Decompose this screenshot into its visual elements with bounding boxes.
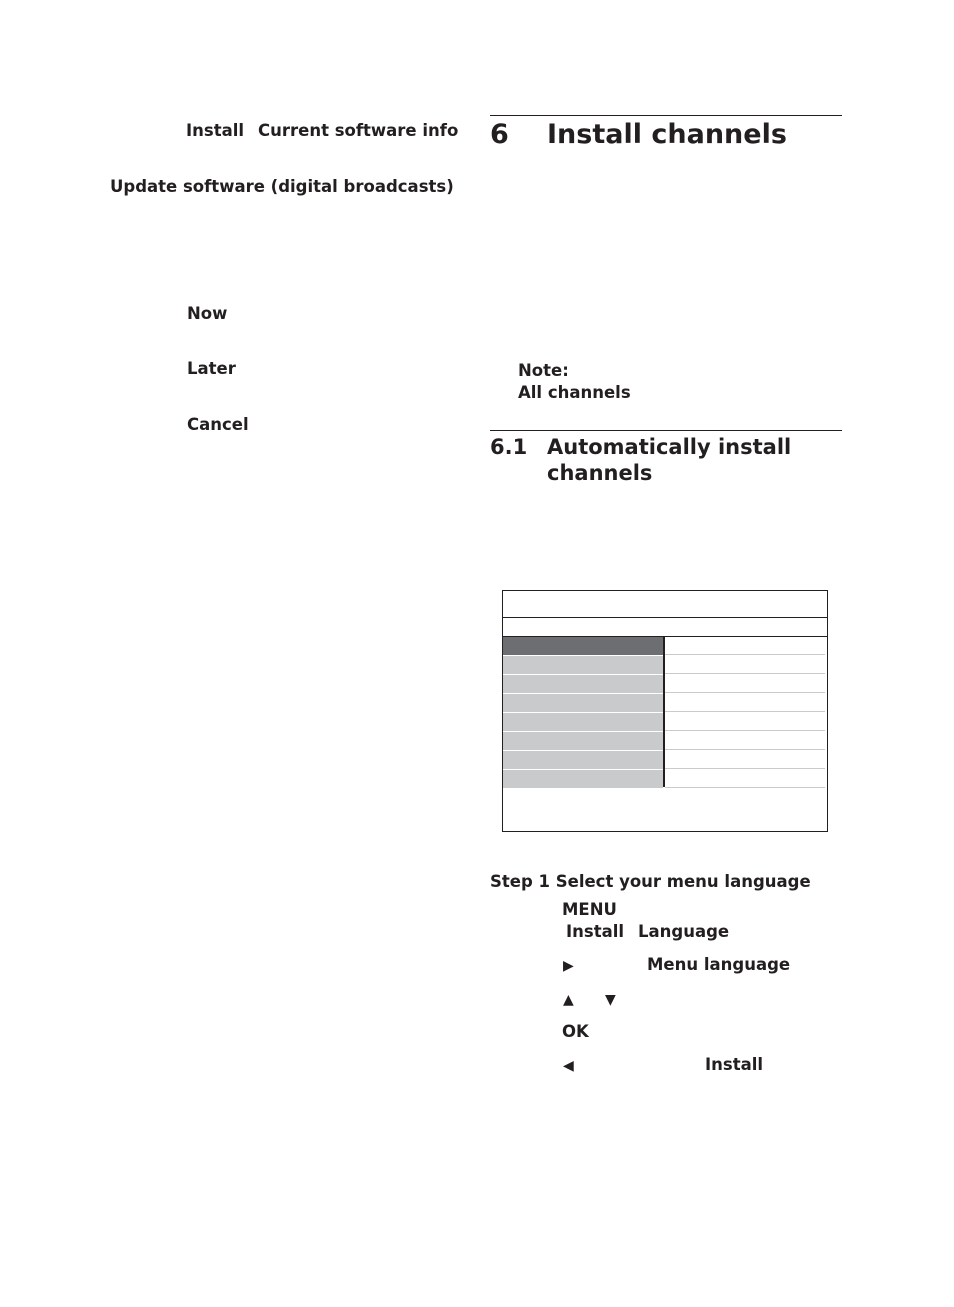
menu-row <box>503 656 827 674</box>
menu-row <box>503 694 827 712</box>
option-cancel: Cancel <box>187 415 249 434</box>
note-label: Note: <box>518 361 569 380</box>
arrow-down-icon: ▼ <box>605 992 616 1008</box>
menu-row-label <box>503 751 663 770</box>
update-software-heading: Update software (digital broadcasts) <box>110 177 454 196</box>
menu-row-label <box>503 656 663 675</box>
menu-title-bar <box>503 617 827 637</box>
path-language: Language <box>638 922 730 941</box>
menu-row-value <box>665 694 825 712</box>
breadcrumb-install: Install <box>186 121 245 140</box>
ok-key: OK <box>562 1022 589 1041</box>
option-now: Now <box>187 304 228 323</box>
chapter-number: 6 <box>490 119 509 150</box>
menu-row <box>503 713 827 731</box>
menu-row-value <box>665 675 825 693</box>
arrow-right-icon: ▶ <box>563 958 574 974</box>
option-later: Later <box>187 359 236 378</box>
step1-heading: Step 1 Select your menu language <box>490 872 811 891</box>
menu-row-value <box>665 656 825 674</box>
menu-row-value <box>665 770 825 788</box>
breadcrumb-current-software-info: Current software info <box>258 121 459 140</box>
path-install: Install <box>566 922 625 941</box>
menu-row <box>503 637 827 655</box>
menu-row-label <box>503 770 663 789</box>
menu-row <box>503 751 827 769</box>
section-title: Automatically install channels <box>547 435 792 485</box>
menu-row <box>503 675 827 693</box>
menu-key: MENU <box>562 900 617 919</box>
menu-row-value <box>665 637 825 655</box>
chapter-rule <box>490 115 842 116</box>
menu-row <box>503 770 827 788</box>
section-number: 6.1 <box>490 435 528 459</box>
menu-row-label <box>503 732 663 751</box>
section-rule <box>490 430 842 431</box>
menu-language-label: Menu language <box>647 955 791 974</box>
menu-row-value <box>665 713 825 731</box>
menu-row-label <box>503 713 663 732</box>
menu-row-value <box>665 732 825 750</box>
menu-column-divider <box>663 637 665 787</box>
arrow-left-icon: ◀ <box>563 1058 574 1074</box>
chapter-title: Install channels <box>547 119 787 150</box>
menu-row-label <box>503 675 663 694</box>
menu-row <box>503 732 827 750</box>
back-install: Install <box>705 1055 764 1074</box>
menu-row-value <box>665 751 825 769</box>
arrow-up-icon: ▲ <box>563 992 574 1008</box>
menu-row-label <box>503 694 663 713</box>
menu-row-selected-label <box>503 637 663 656</box>
menu-illustration <box>502 590 828 832</box>
note-text: All channels <box>518 383 631 402</box>
